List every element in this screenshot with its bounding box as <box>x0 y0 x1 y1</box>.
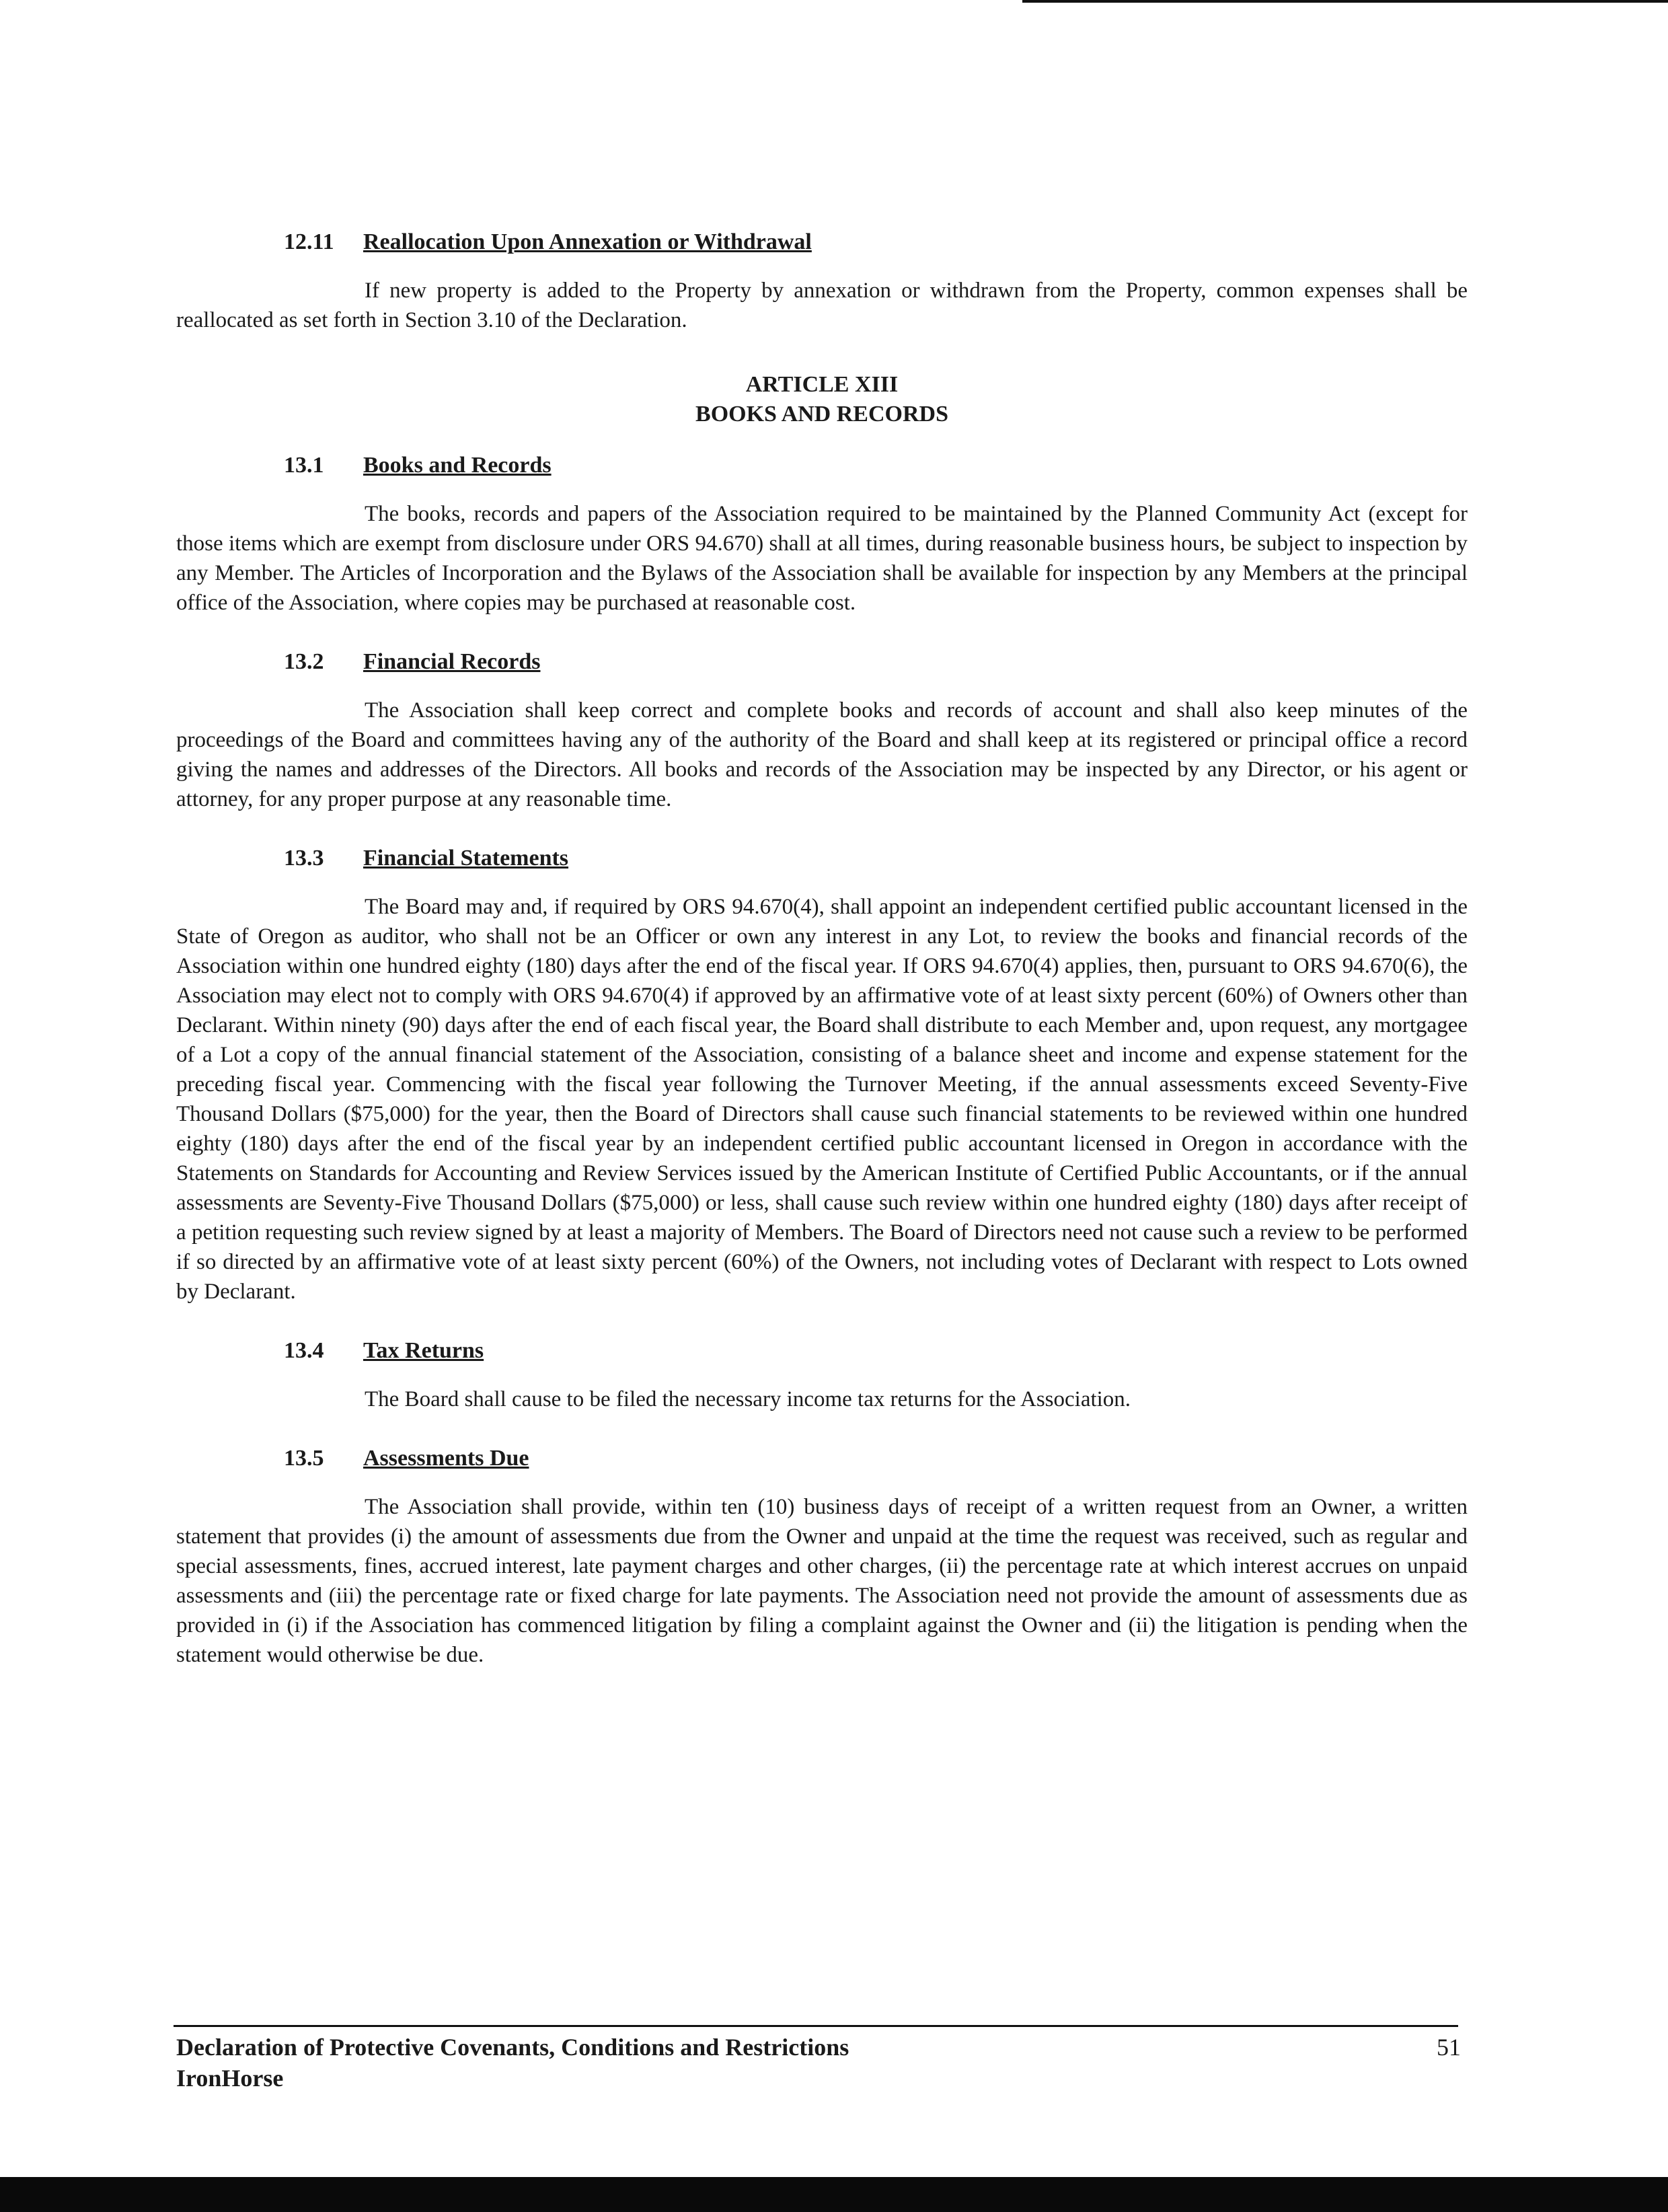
section-number: 13.5 <box>284 1446 324 1471</box>
section-paragraph-13-1: The books, records and papers of the Association required to be maintained by the Planned Community Act (except for those items which are exempt from disclosure under ORS 94.670) shall at all times, during reasonable business hours, be subject to inspection by any Member. The Articles of Incorporation and the Bylaws of the Association shall be available for inspection by any Members at the principal office of the Association, where copies may be purchased at reasonable cost. <box>176 502 1468 615</box>
section-title: Books and Records <box>363 453 552 478</box>
document-body <box>176 227 1468 1699</box>
section-number: 13.2 <box>284 649 324 674</box>
section-paragraph-12-11: If new property is added to the Property by annexation or withdrawn from the Property, common expenses shall be reallocated as set forth in Section 3.10 of the Declaration. <box>176 279 1468 332</box>
section-heading-13-3 <box>284 844 1468 873</box>
section-title: Financial Statements <box>363 846 569 871</box>
section-paragraph-13-2: The Association shall keep correct and complete books and records of account and shall also keep minutes of the proceedings of the Board and committees having any of the authority of the Board and shall keep at its registered or principal office a record giving the names and addresses of the Directors. All books and records of the Association may be inspected by any Director, or his agent or attorney, for any proper purpose at any reasonable time. <box>176 698 1468 811</box>
article-heading <box>176 370 1468 429</box>
section-heading-13-4 <box>284 1336 1468 1366</box>
section-title: Reallocation Upon Annexation or Withdrawal <box>363 229 812 254</box>
article-number: ARTICLE XIII <box>745 372 899 397</box>
section-number: 13.3 <box>284 846 324 871</box>
section-number: 12.11 <box>284 229 334 254</box>
section-paragraph-13-5: The Association shall provide, within ten (10) business days of receipt of a written request from an Owner, a written statement that provides (i) the amount of assessments due from the Owner and unpaid at the time the request was received, such as regular and special assessments, fines, accrued interest, late payment charges and other charges, (ii) the percentage rate at which interest accrues on unpaid assessments and (iii) the percentage rate or fixed charge for late payments. The Association need not provide the amount of assessments due as provided in (i) if the Association has commenced litigation by filing a complaint against the Owner and (ii) the litigation is pending when the statement would otherwise be due. <box>176 1495 1468 1667</box>
scan-top-edge-line <box>1022 0 1668 3</box>
page-footer <box>176 2032 1461 2094</box>
scan-bottom-edge-bar <box>0 2177 1668 2212</box>
section-title: Tax Returns <box>363 1338 484 1363</box>
section-paragraph-13-4: The Board shall cause to be filed the necessary income tax returns for the Association. <box>365 1387 1131 1411</box>
section-heading-13-1 <box>284 451 1468 480</box>
section-paragraph-13-3: The Board may and, if required by ORS 94.670(4), shall appoint an independent certified public accountant licensed in the State of Oregon as auditor, who shall not be an Officer or own any interest in any Lot, to review the books and financial records of the Association within one hundred eighty (180) days after the end of the fiscal year. If ORS 94.670(4) applies, then, pursuant to ORS 94.670(6), the Association may elect not to comply with ORS 94.670(4) if approved by an affirmative vote of at least sixty percent (60%) of Owners other than Declarant. Within ninety (90) days after the end of each fiscal year, the Board shall distribute to each Member and, upon request, any mortgagee of a Lot a copy of the annual financial statement of the Association, consisting of a balance sheet and income and expense statement for the preceding fiscal year. Commencing with the fiscal year following the Turnover Meeting, if the annual assessments exceed Seventy-Five Thousand Dollars ($75,000) for the year, then the Board of Directors shall cause such financial statements to be reviewed within one hundred eighty (180) days after the end of the fiscal year by an independent certified public accountant licensed in Oregon in accordance with the Statements on Standards for Accounting and Review Services issued by the American Institute of Certified Public Accountants, or if the annual assessments are Seventy-Five Thousand Dollars ($75,000) or less, shall cause such review within one hundred eighty (180) days after receipt of a petition requesting such review signed by at least a majority of Members. The Board of Directors need not cause such a review to be performed if so directed by an affirmative vote of at least sixty percent (60%) of the Owners, not including votes of Declarant with respect to Lots owned by Declarant. <box>176 895 1468 1304</box>
section-title: Financial Records <box>363 649 541 674</box>
article-title: BOOKS AND RECORDS <box>695 402 948 427</box>
section-title: Assessments Due <box>363 1446 529 1471</box>
section-heading-13-5 <box>284 1444 1468 1473</box>
section-number: 13.4 <box>284 1338 324 1363</box>
section-heading-13-2 <box>284 647 1468 677</box>
page-number: 51 <box>1437 2034 1461 2061</box>
section-heading-12-11 <box>284 227 1468 257</box>
section-number: 13.1 <box>284 453 324 478</box>
footer-document-title: Declaration of Protective Covenants, Conditions and Restrictions <box>176 2034 849 2061</box>
footer-project-name: IronHorse <box>176 2065 284 2092</box>
footer-divider <box>174 2025 1458 2027</box>
